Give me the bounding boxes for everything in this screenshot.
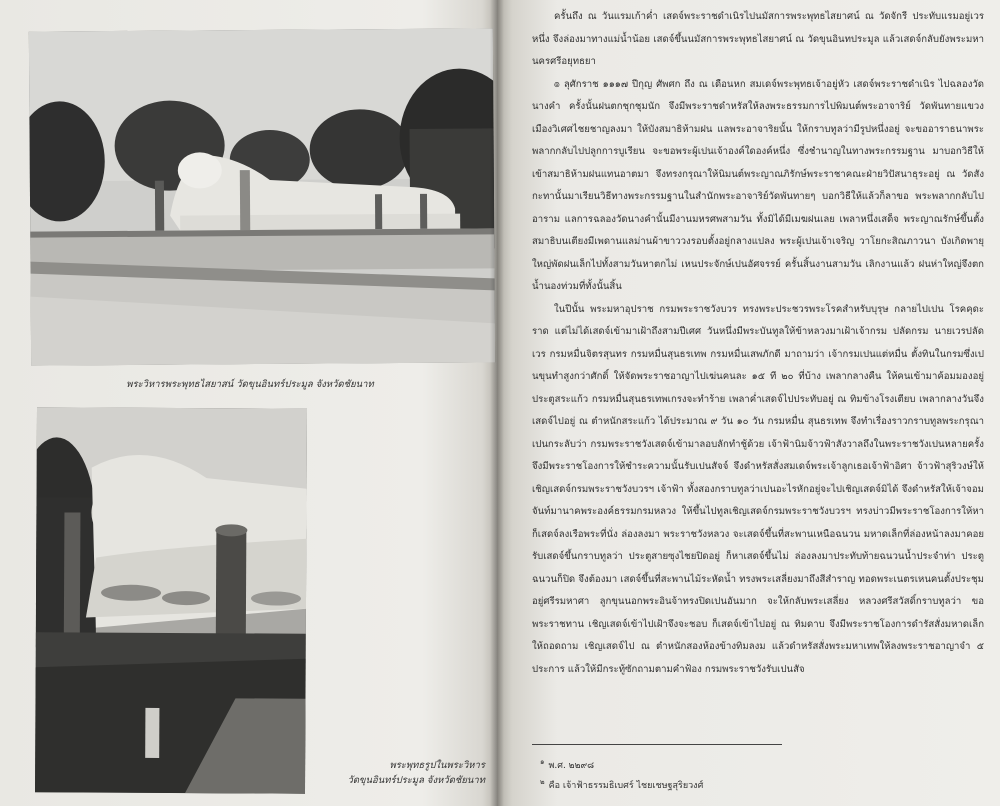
photo-temple-exterior <box>29 28 495 365</box>
caption-top-photo: พระวิหารพระพุทธไสยาสน์ วัดขุนอินทร์ประมูล จังหวัดชัยนาท <box>126 379 374 390</box>
caption-bottom-line1: พระพุทธรูปในพระวิหาร <box>389 760 485 771</box>
footnote-2-mark: ๒ <box>540 778 545 786</box>
paragraph-1: ครั้นถึง ณ วันแรมเก้าค่ำ เสดจ์พระราชดำเนิรไปนมัสการพระพุทธไสยาศน์ ณ วัดจักรี ประทับแรมอยู่เวรหนึ่ง จึงล่องมาทางแม่น้ำน้อย เสดจ์ขึ้นนมัสการพระพุทธไสยาศน์ ณ วัดขุนอินทประมูล แล้วเสดจ์กลับยังพระมหานครศรีอยุทธยา <box>532 11 984 67</box>
book-gutter-shadow <box>490 0 504 806</box>
footnote-1-mark: ๑ <box>540 758 545 766</box>
footnote-1-text: พ.ศ. ๒๒๙๘ <box>548 761 595 771</box>
body-text <box>532 6 984 681</box>
footnote-2-text: คือ เจ้าฟ้าธรรมธิเบศร์ ไชยเชษฐสุริยวงศ์ <box>548 781 704 791</box>
footnote-divider <box>532 744 782 745</box>
photo-reclining-buddha <box>35 407 307 793</box>
footnote-1 <box>540 754 960 774</box>
left-page <box>0 0 497 806</box>
paragraph-3: ในปีนั้น พระมหาอุปราช กรมพระราชวังบวร ทรงพระประชวรพระโรคสำหรับบุรุษ กลายไปเปน โรคคุดะราด แต่ไม่ได้เสดจ์เข้ามาเฝ้าถึงสามปีเศศ วันหนึ่งมีพระบันทูลให้ข้าหลวงมาเฝ้าเจ้ากรม ปลัดกรม นายเวรปลัดเวร กรมหมื่นจิตรสุนทร กรมหมื่นสุนธรเทพ กรมหมื่นเสพภักดี มาถามว่า เจ้ากรมเปนแต่หมื่น ตั้งทินในกรมซึ่งเปนขุนทำสูงกว่าศักดิ์ ให้จัดพระราชอาญาไปเฆ่นคนละ ๑๕ ที ๒๐ ที่บ้าง เพลากลางคืน ให้คนเข้ามาค้อมมองอยู่ประตูสระแก้ว กรมหมื่นสุนธรเทพเกรงจะทำร้าย เพลาค่ำเสดจ์ไปประทับอยู่ ณ ทิมข้างโรงเตียบ เพลากลางวันจึงเสดจ์ไปอยู่ ณ ตำหนักสระแก้ว ได้ประมาณ ๙ วัน ๑๐ วัน กรมหมื่น สุนธรเทพ จึงทำเรื่องราวกราบทูลพระกรุณาเปนกระลับว่า กรมพระราชวังเสดจ์เข้ามาลอบลักทำชู้ด้วย เจ้าฟ้านิมจ้าวฟ้าสังวาลถึงในพระราชวังเปนหลายครั้ง จึงมีพระราชโองการให้ชำระความนั้นรับเปนสัจจ์ จึงดำหรัสสั่งสมเดจ์พระเจ้าลูกเธอเจ้าฟ้าอิศา จ้าวฟ้าสุริวงษ์ให้เชิญเสดจ์กรมพระราชวังบวรฯ เจ้าฟ้า ทั้งสองกราบทูลว่าเปนอะไรหักอยู่จะไปเชิญเสดจ์มิได้ จึงดำหรัสให้เจ้าจอมจันท์มานาคพระองค์ธรรมกรมหลวง ให้ขึ้นไปทูลเชิญเสดจ์กรมพระราชวังบวรฯ ทรงบ่าวมีพระราชโองการให้หา ก็เสดจ์ลงเรือพระที่นั่ง ล่องลงมา พระราชวังหลวง จะเสดจ์ขึ้นที่สะพานเหนือฉนวน มหาดเล็กที่ล่องหน้าลงมาคอยรับเสดจ์ขึ้นกราบทูลว่า ประตูสายซุงไชยปิดอยู่ ก็หาเสดจ์ขึ้นไม่ ล่องลงมาประทับท้ายฉนวนน้ำประจำท่า ประตูฉนวนก็ปิด จึงต้องมา เสดจ์ขึ้นที่สะพานไม้ระหัดน้ำ ทรงพระเสลี่ยงมาถึงสีสำราญ ทอดพระเนตรเหนคนตั้งประชุมอยู่ศรีรมหาศา ลูกขุนนอกพระอินจ้าทรงปิดเปนอันมาก จะให้กลับพระเสลี่ยง หลวงศรีสวัสดิ์กราบทูลว่า ขอพระราชทาน เชิญเสดจ์เข้าไปเฝ้าจึงจะชอบ ก็เสดจ์เข้าไปอยู่ ณ ทิมดาบ จึงมีพระราชโองการดำรัสสั่งมหาดเล็กให้ถอดถาม เชิญเสดจ์ไป ณ ตำหนักสองห้องข้างทิมลงม แล้วดำหรัสสั่งพระมหาเทพให้ลงพระราชอาญาจำ ๕ ประการ แล้วให้มีกระทู้ซักถามตามคำฟ้อง กรมพระราชวังรับเปนสัจ <box>532 303 984 675</box>
footnotes <box>540 754 960 794</box>
caption-bottom-line2: วัดขุนอินทร์ประมูล จังหวัดชัยนาท <box>347 775 485 786</box>
footnote-2 <box>540 774 960 794</box>
caption-bottom-photo <box>310 758 485 788</box>
paragraph-2: ๏ ลุศักราช ๑๑๑๗ ปีกุญ ศัพศก ถึง ณ เดือนหก สมเดจ์พระพุทธเจ้าอยู่หัว เสดจ์พระราชดำเนิร ไปฉลองวัดนางคำ ครั้งนั้นฝนตกชุกชุมนัก จึงมีพระราชดำหรัสให้ลงพระธรรมการไปพิมนต์พระอาจาริย์ วัดพันทายแขวงเมืองวิเศศไชยชาญลงมา ให้บังสมาธิห้ามฝน แลพระอาจาริยนั้น ให้กราบทูลว่ามีรูปหนึ่งอยู่ จะขออาราธนาพระพลากกลับไปปลูกการบูเรียน จะขอพระผู้เปนเจ้าองค์ใดองค์หนึ่ง ซึ่งชำนาญในทางพระกรรมฐาน มาบอกวิธีให้เข้าสมาธิห้ามฝนแทนอาตมา จึงทรงกรุณาให้นิมนต์พระญาณภิรักษ์พระราชาคณะฝ่ายวิปัสนาธุระอยู่ ณ วัดสังกะทานั้นมาเรียนวิธีทางพระกรรมฐานในสำนักพระอาจาริย์วัดพันทายๆ บอกวิธีให้แล้วก็ลาขอ พระพลากกลับไปอาราม แลการฉลองวัดนางคำนั้นมีงานมหรศพสามวัน ทั้งมิได้มีเมฆฝนเลย เพลาหนึ่งเสด็จ พระญาณรักษ์ขึ้นตั้งสมาธิบนเตียงมีเพดานแลม่านผ้าขาววงรอบตั้งอยู่กลางแปลง พระผู้เปนเจ้าเจริญ วาโยกะสิณภาวนา บังเกิดพายุใหญ่พัดฝนเล็กไปทั้งสามวันหาตกไม่ เหนประจักษ์เปนอัศจรรย์ ครั้นสิ้นงานสามวัน เลิกงานแล้ว ฝนห่าใหญ่จึงตกน้ำนองท่วมที่ทั้งนั้นสิ้น <box>532 78 984 292</box>
